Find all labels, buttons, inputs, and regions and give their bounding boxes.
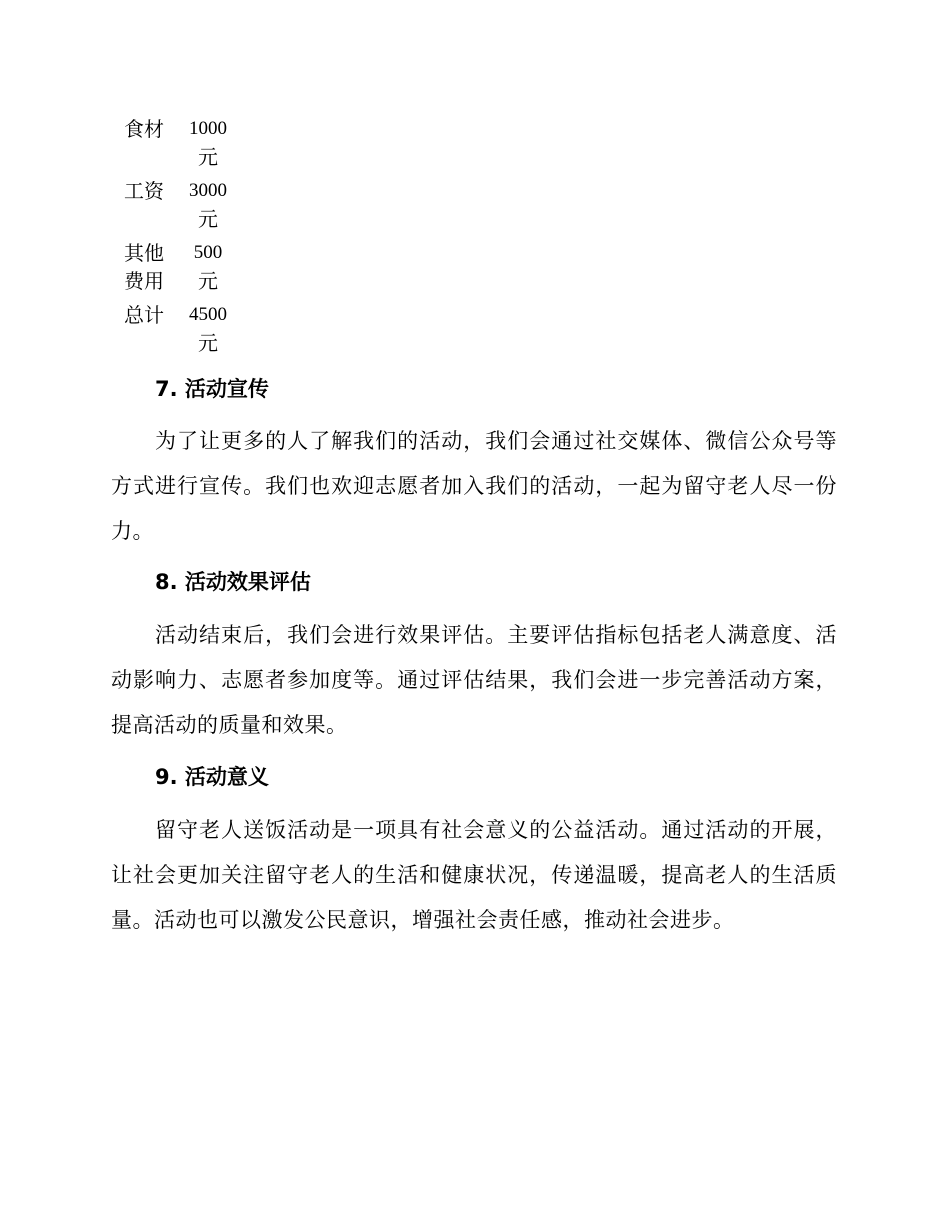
budget-amount — [178, 239, 238, 301]
budget-amount — [178, 177, 238, 239]
budget-amount-unit: 元 — [198, 145, 218, 169]
budget-item: 其他费用 — [124, 241, 164, 293]
budget-row — [116, 115, 246, 177]
budget-item: 食材 — [124, 117, 164, 141]
budget-amount — [178, 115, 238, 177]
section-heading-evaluation: 8. 活动效果评估 — [155, 570, 311, 594]
budget-row — [116, 177, 246, 239]
budget-amount — [178, 301, 238, 363]
section-heading-significance: 9. 活动意义 — [155, 765, 269, 789]
section-heading-promotion: 7. 活动宣传 — [155, 377, 269, 401]
budget-row — [116, 301, 246, 363]
section-body-promotion: 为了让更多的人了解我们的活动，我们会通过社交媒体、微信公众号等方式进行宣传。我们也欢迎志愿者加入我们的活动，一起为留守老人尽一份力。 — [111, 429, 837, 543]
budget-amount-value: 3000 — [189, 180, 227, 201]
budget-item: 工资 — [124, 179, 164, 203]
section-body-significance: 留守老人送饭活动是一项具有社会意义的公益活动。通过活动的开展，让社会更加关注留守老人的生活和健康状况，传递温暖，提高老人的生活质量。活动也可以激发公民意识，增强社会责任感，推动社会进步。 — [111, 818, 837, 932]
budget-amount-value: 1000 — [189, 118, 227, 139]
budget-amount-value: 500 — [193, 242, 223, 263]
budget-amount-unit: 元 — [198, 207, 218, 231]
budget-item: 总计 — [124, 303, 164, 327]
budget-amount-value: 4500 — [189, 304, 227, 325]
budget-row — [116, 239, 246, 301]
budget-table — [116, 115, 246, 363]
budget-amount-unit: 元 — [198, 331, 218, 355]
budget-amount-unit: 元 — [198, 269, 218, 293]
section-body-evaluation: 活动结束后，我们会进行效果评估。主要评估指标包括老人满意度、活动影响力、志愿者参加度等。通过评估结果，我们会进一步完善活动方案，提高活动的质量和效果。 — [111, 623, 837, 737]
